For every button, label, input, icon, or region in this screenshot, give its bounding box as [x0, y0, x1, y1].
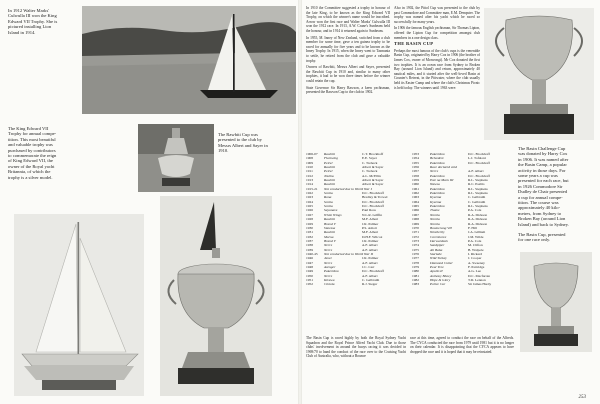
winner-owner: R.C. Psaltis	[468, 182, 485, 187]
winner-owner: D.C. Brockhoff	[362, 269, 384, 274]
winner-year: 1926	[306, 208, 313, 213]
photo-ornate-trophy-cup	[160, 196, 272, 396]
winner-owner: R.L. Stephens	[468, 191, 488, 196]
photo-rawbiti-cup	[138, 124, 214, 192]
winner-year: 1938	[306, 243, 313, 248]
photo-culwulla-sailing	[82, 6, 296, 114]
winner-year: 1980	[412, 269, 419, 274]
winner-year: 1972	[412, 234, 419, 239]
winner-year: 1959	[412, 178, 419, 183]
winner-owner: R.L. Stephens	[468, 204, 488, 209]
winner-year: 1969	[412, 221, 419, 226]
winner-yacht: White Wings	[324, 212, 342, 217]
winner-owner: A.G. Lee	[468, 269, 481, 274]
winner-yacht: Rawbiti	[324, 230, 335, 235]
winner-year: 1971	[412, 230, 419, 235]
winner-year: 1952	[306, 282, 313, 287]
winner-owner: Albert & Sayer	[362, 182, 384, 187]
winner-owner: A.F. Albert	[468, 169, 484, 174]
basin-cup-winners-1953-1983	[412, 152, 516, 287]
winner-owner: P.A. Cole	[468, 238, 482, 243]
winner-owner: Albert & Sayer	[362, 165, 384, 170]
winner-owner: J. Cooper	[468, 256, 482, 261]
winner-owner: D.C. Macfarran	[468, 273, 491, 278]
winner-owner: M. Clifton	[468, 243, 483, 248]
winner-year: 1951	[306, 277, 313, 282]
winner-yacht: Not conducted due to World War I	[324, 186, 372, 191]
winner-year: 1925	[306, 204, 313, 209]
winner-year: 1977	[412, 256, 419, 261]
winner-year: 1962	[412, 191, 419, 196]
winner-yacht: Kyeema	[430, 199, 442, 204]
winner-year: 1930	[306, 225, 313, 230]
winner-owner: P.A. Cole	[468, 208, 482, 213]
winner-owner: I. Rickard	[468, 251, 482, 256]
winner-owner: T.D. Lennon	[468, 277, 486, 282]
winner-owner: C. Trebeck	[362, 169, 378, 174]
winner-owner: Paul Ross	[362, 208, 376, 213]
winner-yacht: Rawbiti	[324, 178, 335, 183]
winner-yacht: Avenger	[324, 264, 336, 269]
winner-year: 1976	[412, 251, 419, 256]
winner-owner: B. Walpole	[468, 247, 484, 252]
photo-basin-challenge-cup	[484, 8, 594, 140]
winner-owner: N.L.R. Griffin	[362, 212, 383, 217]
winner-owner: D.C. Brockhoff	[468, 152, 490, 156]
winner-owner: D.C. Brockhoff	[362, 204, 384, 209]
winner-year: 1946	[306, 256, 313, 261]
winner-yacht: Nerrx	[430, 169, 439, 174]
winner-yacht: Norola	[430, 217, 440, 222]
winner-year: 1932	[306, 234, 313, 239]
winner-yacht: Morna	[324, 234, 334, 239]
winner-owner: J.C. Carr	[362, 264, 375, 269]
winner-year: 1978	[412, 260, 419, 265]
winner-year: 1966	[412, 208, 419, 213]
winner-year: 1939	[306, 247, 313, 252]
winner-year: 1950	[306, 273, 313, 278]
winner-owner: J.R. Palmer	[362, 221, 379, 226]
winner-owner: A. Sweeney	[468, 260, 485, 265]
winner-owner: D.C. Brockhoff	[468, 173, 490, 178]
winner-year: 1910	[306, 165, 313, 170]
text-column-1: In 1910 the Committee suggested a trophy in honour of the late King, to be known as the King Edward VII Trophy, on which the winner's name would be inscribed. Arrow won the first race and Walter Marks' Culwulla III won the 1912 race. In 1913, A.W. Crane's Sunbeam held the honour, and in 1914 it returned again to Sunbeam. In 1955, M. Inney of New Zealand, switched from a club member for some time, gave a ten guinea trophy to be raced for annually for five years and to be known as the Inney Trophy. In 1915, when the Inney went to Tasmania to settle, he retired from the club and gave a valuable trophy. Owners of Rawbiti, Messrs Albert and Sayer, presented the Rawbiti Cup in 1910 and, similar to many other trophies, it had to be won three times before the winner could retain the cup. State Governor Sir Harry Rawson, a keen yachtsman, presented the Rawson Cup to the club in 1902.	[306, 6, 390, 95]
winner-yacht: Pakeridoo	[324, 269, 339, 274]
winner-year: 1927	[306, 212, 313, 217]
winner-year: 1928	[306, 217, 313, 222]
caption-king-edward-trophy: The King Edward VII Trophy for annual compe- tition. This most beautiful and valuable trophy was purchased by contributors to commemorate the reign of King Edward VII, the owner of the Royal yacht Britannia, of which the trophy is a silver model.	[8, 126, 57, 180]
winner-year: 1909	[306, 160, 313, 165]
winner-year: 1954	[412, 156, 419, 161]
winner-yacht: Nerrx	[324, 243, 333, 248]
winner-owner: J.R. Palmer	[362, 238, 379, 243]
winner-yacht: Rawbiti	[324, 182, 335, 187]
winner-yacht: Apollo II	[430, 269, 443, 274]
winner-year: 1940-45	[306, 251, 318, 256]
winner-owner: J.R. Palmer	[362, 256, 379, 261]
winner-owner: A.F. Albert	[362, 260, 378, 265]
winner-year: 1957	[412, 169, 419, 174]
winner-owner: A.F. Albert	[362, 273, 378, 278]
winner-year: 1922	[306, 191, 313, 196]
winner-yacht: Pakeridoo	[430, 204, 445, 209]
winner-year: 1948	[306, 264, 313, 269]
winner-year: 1982	[412, 277, 419, 282]
winner-yacht: Scotia	[324, 199, 333, 204]
winner-yacht: Petrel	[324, 169, 333, 174]
winner-yacht: Nerrx	[324, 273, 333, 278]
winner-owner: D.C. Brockhoff	[362, 191, 384, 196]
winner-owner: A.F. Albert	[362, 243, 378, 248]
winner-year: 1931	[306, 230, 313, 235]
winner-yacht: Pear Tree	[430, 264, 444, 269]
winner-year: 1955	[412, 160, 419, 165]
winner-year: 1983	[412, 282, 419, 287]
winner-yacht: Wild Turkey	[430, 256, 447, 261]
winner-year: 1979	[412, 264, 419, 269]
winner-year: 1965	[412, 204, 419, 209]
winner-yacht: Pakeridoo	[430, 191, 445, 196]
basin-cup-winners-1906-1952	[306, 152, 410, 287]
winner-owner: J.A. Gilliam	[468, 230, 486, 235]
winner-yacht: Nerrx	[324, 260, 333, 265]
winner-yacht: Ali Baba	[430, 247, 443, 252]
winner-owner: Bradley & Trowel	[362, 195, 388, 200]
winner-yacht: Rona	[324, 195, 332, 200]
winner-yacht: Cintola	[324, 282, 335, 287]
winner-owner: M.F. Albert	[362, 217, 379, 222]
winner-yacht: Norola	[430, 212, 440, 217]
winner-year: 1947	[306, 260, 313, 265]
caption-rawbiti-cup: The Rawbiti Cup was presented to the club by Messrs Albert and Sayer in 1910.	[218, 132, 268, 154]
page-number: 253	[578, 395, 586, 400]
winner-year: 1961	[412, 186, 419, 191]
winner-year: 1949	[306, 269, 313, 274]
winner-year: 1911	[306, 169, 313, 174]
section-heading-basin-cup: THE BASIN CUP	[394, 41, 434, 47]
winner-year: 1937	[306, 238, 313, 243]
winner-yacht: Corroboree	[430, 234, 447, 239]
winner-yacht: Starlahe	[430, 251, 442, 256]
winner-owner: R.A. Dickson	[468, 221, 488, 226]
winner-year: 1956	[412, 165, 419, 170]
winner-owner: F. Partridge	[468, 264, 485, 269]
winner-year: 1906-07	[306, 152, 318, 156]
winner-yacht: Brand V	[324, 238, 336, 243]
winner-yacht: Darwardeah	[430, 238, 448, 243]
text-bottom-left: The Basin Cup is raced highly by both the Royal Sydney Yacht Squadron and the Royal Prince Alfred Yacht Club. Due to those clubs' involvement in around the buoys racing it was decided in 1969/70 to hand the conduct of the race over to the Cruising Yacht Club of Australia, who, without a Bounce	[306, 336, 406, 359]
winner-yacht: Fleetwing	[324, 156, 338, 161]
winner-yacht: Pakeridoo	[430, 160, 445, 165]
text-column-2: Also in 1902, the Pittol Cup was presented to the club by past Commodore and Committee man, E.M. Dempster. The trophy was named after his yacht which he raced so successfully for many years. In 1906 the famous English yachtsman, Sir Thomas Lipton, offered the Lipton Cup for competition amongst club members in a one design class. THE BASIN CUP Perhaps the most famous of the club's cups is the venerable Basin Cup, originated by Harry Cox in 1906 (the brother of James Cox, owner of Morwongi). Mr Cox donated the first two trophies. It is an ocean race from Sydney to Broken Bay (around Lion Island) and return, approximately 40 nautical miles, and it started after the well-loved Basin at Counter's Retreat, in the Pittwater, where the club usually held its Easter Camp and where the club's Christmas Picnic is held today. The winners until 1963 were:	[394, 6, 480, 90]
winner-year: 1915-21	[306, 186, 318, 191]
winner-year: 1968	[412, 217, 419, 222]
winner-year: 1964	[412, 199, 419, 204]
winner-yacht: Diamond Cutter	[430, 260, 453, 265]
winner-year: 1970	[412, 225, 419, 230]
winner-year: 1913	[306, 178, 313, 183]
winner-year: 1958	[412, 173, 419, 178]
winner-yacht: Belvedere	[430, 156, 444, 161]
winner-owner: M.F. Albert	[362, 230, 379, 235]
photo-silver-yacht-model	[14, 214, 144, 396]
winner-owner: C. Trebeck	[362, 160, 378, 165]
winner-year: 1953	[412, 152, 419, 156]
winner-year: 1967	[412, 212, 419, 217]
winner-yacht: Hope & Glory	[430, 277, 451, 282]
text-bottom-right: race at this time, agreed to conduct the race on behalf of the Alfreds. The CYCA conducted the race from 1979 until 1981 but it is no longer on their calendar. It is disappointing that the CYCA appears to have dropped the race and it is hoped that it may be reinstated.	[410, 336, 514, 354]
winner-owner: R.L. Stephens	[468, 178, 488, 183]
winner-yacht: Este na Maru III	[430, 178, 454, 183]
winner-owner: D.H.F. Wilcox	[362, 234, 383, 239]
winner-yacht: Pakeridoo	[430, 173, 445, 178]
winner-yacht: Scotia	[324, 191, 333, 196]
winner-yacht: Rawbiti	[324, 217, 335, 222]
winner-yacht: Anthony Bhoey	[430, 273, 452, 278]
winner-owner: A.F. Albert	[362, 247, 378, 252]
winner-yacht: Westhertly	[430, 230, 445, 235]
winner-yacht: Brand V	[324, 221, 336, 226]
winner-owner: C. Galbraith	[468, 195, 486, 200]
winner-yacht: Pakeridoo	[430, 152, 445, 156]
winner-owner: R.A. Dickson	[468, 217, 488, 222]
winner-year: 1914	[306, 182, 313, 187]
winner-year: 1908	[306, 156, 313, 161]
winner-yacht: Petrel	[324, 160, 333, 165]
winner-year: 1973	[412, 238, 419, 243]
winner-year: 1929	[306, 221, 313, 226]
winner-yacht: Police Car	[430, 282, 446, 287]
winner-yacht: Boomerang VII	[430, 225, 452, 230]
winner-year: 1923	[306, 195, 313, 200]
winner-year: 1975	[412, 247, 419, 252]
winner-yacht: Scotia	[324, 204, 333, 209]
caption-basin-cup-one-race: The Basin Cup, presented for one race only.	[518, 232, 566, 243]
winner-owner: C. Galbraith	[468, 199, 486, 204]
winner-yacht: Kirawa	[324, 277, 335, 282]
caption-basin-challenge-cup: The Basin Challenge Cup was donated by Harry Cox in 1906. It was named after the Basin Camp, a popular activity in those days. For some years a cup was presented for each race, but in 1926 Commodore Sir Dudley de Chair presented a cup for annual compe- tition. The course was approximately 40 kilo- metres, from Sydney to Broken Bay (around Lion Island) and back to Sydney.	[518, 146, 569, 227]
winner-owner: A.L. McEllin	[362, 173, 381, 178]
winner-yacht: Nerrx	[324, 247, 333, 252]
winner-owner: L.J. Tofaloni	[468, 156, 486, 161]
winner-yacht: Pakeridoo	[430, 186, 445, 191]
winner-year: 1924	[306, 199, 313, 204]
winner-yacht: Kyeema	[430, 195, 442, 200]
winner-year: 1912	[306, 173, 313, 178]
winner-yacht: Rawbiti	[324, 165, 335, 170]
winner-yacht: Not conducted due to World War II	[324, 251, 373, 256]
winner-owner: E.E. Sayer	[362, 156, 377, 161]
winner-yacht: Race declared void	[430, 165, 457, 170]
winner-yacht: Rawbiti	[324, 152, 335, 156]
winner-owner: D.C. Brockhoff	[468, 160, 490, 165]
winner-year: 1974	[412, 243, 419, 248]
winner-yacht: Sayonara	[324, 208, 338, 213]
winner-owner: C. Galbraith	[362, 277, 380, 282]
photo-basin-cup-small	[520, 252, 592, 352]
winner-owner: D.C. Brockhoff	[362, 199, 384, 204]
winner-year: 1963	[412, 195, 419, 200]
winner-owner: C.T. Brockhoff	[362, 152, 384, 156]
winner-yacht: Toulba	[324, 173, 334, 178]
winner-owner: J.M. Wilde	[468, 234, 484, 239]
winner-owner: R.L. Stephens	[468, 186, 488, 191]
winner-yacht: Janet	[324, 256, 332, 261]
winner-owner: R.A. Dickson	[468, 212, 488, 217]
caption-culwulla: In 1912 Walter Marks' Culwulla III won the King Edward VII Trophy. She is pictured installing Lion Island in 1914.	[8, 8, 58, 35]
winner-row	[412, 282, 516, 286]
winner-owner: F. Hill	[468, 225, 477, 230]
winner-row	[306, 282, 410, 286]
winner-owner: Sir James Hardy	[468, 282, 492, 287]
winner-year: 1960	[412, 182, 419, 187]
winner-yacht: Wawsa	[430, 182, 440, 187]
winner-yacht: Sandpiper	[430, 243, 445, 248]
winner-owner: P.S. Amott	[362, 225, 377, 230]
winner-yacht: Norola	[430, 221, 440, 226]
winner-yacht: Vanessa	[324, 225, 336, 230]
winner-owner: Albert & Sayer	[362, 178, 384, 183]
winner-owner: R.J. Steger	[362, 282, 378, 287]
winner-year: 1981	[412, 273, 419, 278]
winner-yacht: Thame	[430, 208, 440, 213]
